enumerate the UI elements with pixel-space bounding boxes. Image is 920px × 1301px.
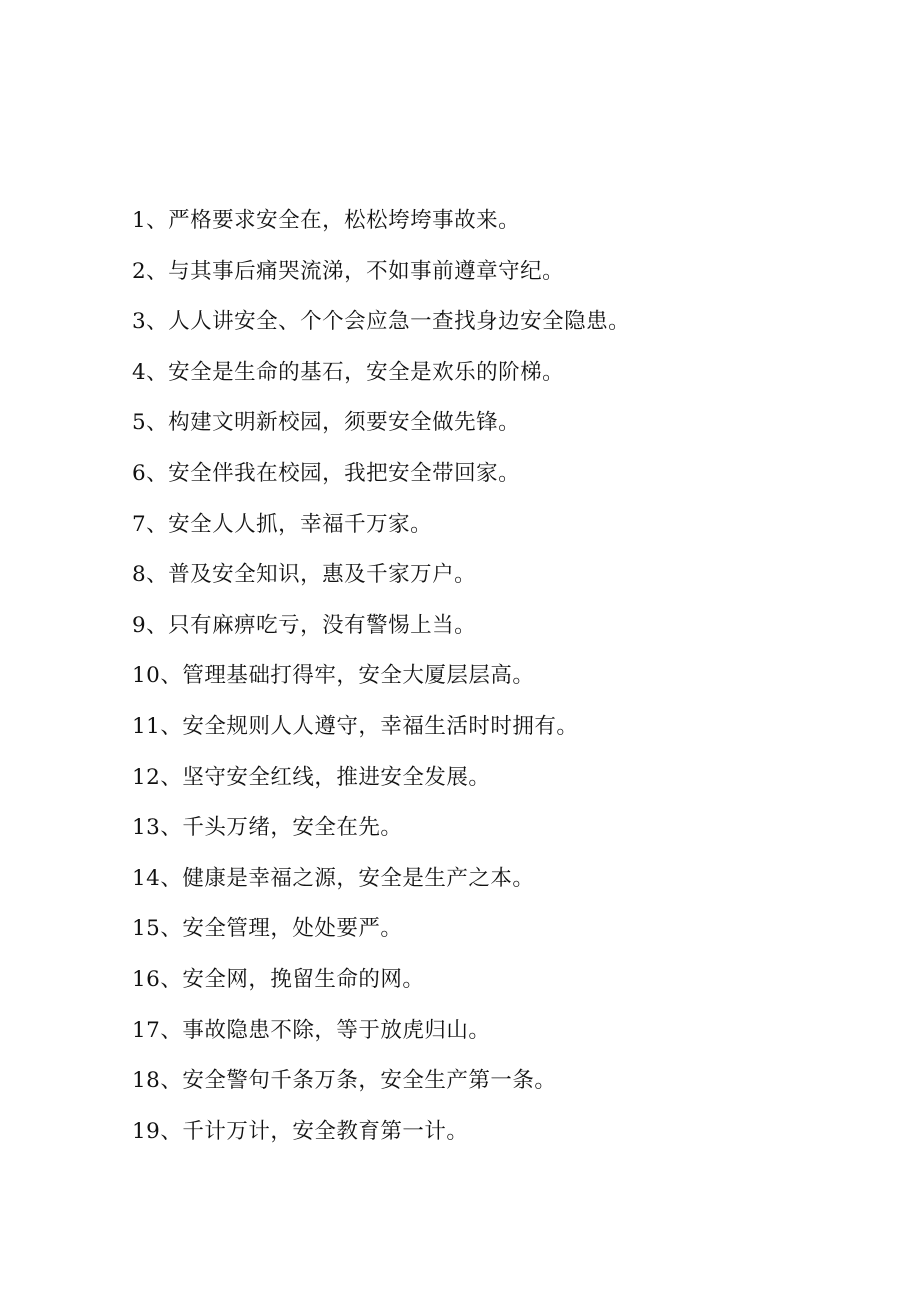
slogan-item: 6、安全伴我在校园，我把安全带回家。 bbox=[132, 460, 521, 486]
slogan-item: 2、与其事后痛哭流涕，不如事前遵章守纪。 bbox=[132, 258, 565, 284]
slogan-item: 19、千计万计，安全教育第一计。 bbox=[132, 1118, 469, 1144]
slogan-item: 16、安全网，挽留生命的网。 bbox=[132, 966, 425, 992]
slogan-item: 9、只有麻痹吃亏，没有警惕上当。 bbox=[132, 612, 477, 638]
slogan-item: 17、事故隐患不除，等于放虎归山。 bbox=[132, 1017, 491, 1043]
slogan-item: 12、坚守安全红线，推进安全发展。 bbox=[132, 764, 491, 790]
slogan-item: 5、构建文明新校园，须要安全做先锋。 bbox=[132, 410, 521, 436]
slogan-list bbox=[132, 202, 630, 1163]
slogan-item: 11、安全规则人人遵守，幸福生活时时拥有。 bbox=[132, 713, 579, 739]
slogan-item: 15、安全管理，处处要严。 bbox=[132, 916, 403, 942]
slogan-item: 1、严格要求安全在，松松垮垮事故来。 bbox=[132, 208, 521, 233]
slogan-item: 4、安全是生命的基石，安全是欢乐的阶梯。 bbox=[132, 359, 565, 385]
slogan-item: 14、健康是幸福之源，安全是生产之本。 bbox=[132, 865, 535, 891]
slogan-item: 3、人人讲安全、个个会应急一查找身边安全隐患。 bbox=[132, 309, 631, 335]
slogan-item: 13、千头万绪，安全在先。 bbox=[132, 815, 403, 841]
slogan-item: 10、管理基础打得牢，安全大厦层层高。 bbox=[132, 663, 535, 689]
slogan-item: 7、安全人人抓，幸福千万家。 bbox=[132, 511, 433, 537]
slogan-item: 18、安全警句千条万条，安全生产第一条。 bbox=[132, 1068, 557, 1094]
slogan-item: 8、普及安全知识，惠及千家万户。 bbox=[132, 562, 477, 588]
